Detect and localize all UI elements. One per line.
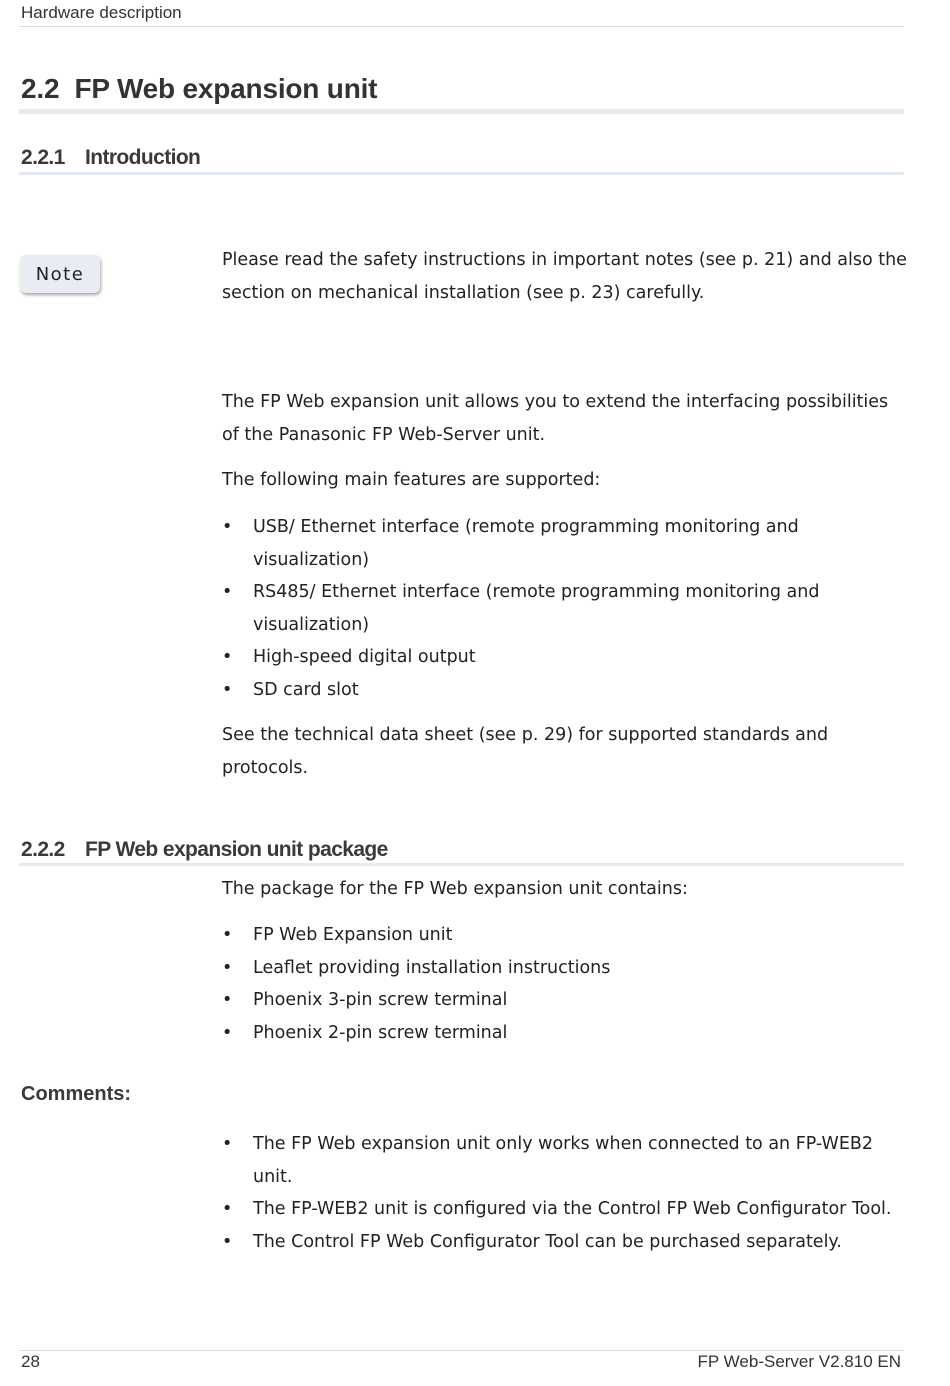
list-item [222, 576, 907, 641]
list-item [222, 1193, 907, 1226]
subsection-number: 2.2.1 [21, 146, 65, 169]
list-item [222, 511, 907, 576]
comments-label: Comments: [21, 1083, 132, 1105]
datasheet-paragraph: See the technical data sheet (see p. 29) for supported standards and protocols. [222, 725, 829, 778]
page-number: 28 [21, 1352, 40, 1371]
bullet-icon: • [222, 1022, 233, 1043]
list-item [222, 641, 907, 674]
list-item [222, 952, 907, 985]
subsection-heading-rule [19, 172, 904, 175]
features-lead: The following main features are supported: [222, 470, 601, 490]
note-text: Please read the safety instructions in important notes (see p. 21) and also the section on mechanical installation (see p. 23) carefully. [222, 250, 907, 303]
list-item-text: The Control FP Web Configurator Tool can be purchased separately. [253, 1231, 842, 1252]
subsection-heading-introduction [21, 146, 200, 170]
bullet-icon: • [222, 1134, 233, 1154]
subsection-number: 2.2.2 [21, 838, 65, 861]
list-item [222, 1128, 907, 1193]
subsection-heading-rule [19, 863, 904, 866]
comments-list [222, 1128, 907, 1258]
list-item-text: FP Web Expansion unit [253, 925, 453, 945]
list-item-text: The FP Web expansion unit only works when connected to an FP-WEB2 unit. [253, 1134, 874, 1187]
bullet-icon: • [222, 1231, 233, 1252]
bullet-icon: • [222, 990, 233, 1010]
list-item-text: USB/ Ethernet interface (remote programming monitoring and visualization) [253, 517, 799, 570]
header-divider [19, 26, 904, 27]
bullet-icon: • [222, 957, 233, 978]
list-item [222, 984, 907, 1017]
package-lead: The package for the FP Web expansion unit contains: [222, 879, 688, 899]
features-list [222, 511, 907, 706]
bullet-icon: • [222, 925, 233, 945]
list-item-text: RS485/ Ethernet interface (remote programming monitoring and visualization) [253, 582, 820, 635]
list-item-text: SD card slot [253, 679, 359, 700]
package-contents-list [222, 919, 907, 1049]
running-header: Hardware description [21, 3, 182, 22]
subsection-title: Introduction [85, 146, 201, 169]
list-item-text: Phoenix 2-pin screw terminal [253, 1022, 508, 1043]
subsection-title: FP Web expansion unit package [85, 838, 388, 861]
section-heading-rule [19, 109, 904, 114]
intro-paragraph: The FP Web expansion unit allows you to extend the interfacing possibilities of the Panasonic FP Web-Server unit. [222, 392, 889, 445]
footer-divider [19, 1350, 904, 1351]
list-item-text: Phoenix 3-pin screw terminal [253, 990, 508, 1010]
bullet-icon: • [222, 647, 233, 667]
note-badge [20, 255, 100, 293]
bullet-icon: • [222, 679, 233, 700]
list-item [222, 674, 907, 707]
list-item [222, 1226, 907, 1259]
bullet-icon: • [222, 582, 233, 602]
document-title: FP Web-Server V2.810 EN [697, 1352, 901, 1371]
list-item-text: Leaflet providing installation instructions [253, 957, 611, 978]
list-item-text: The FP-WEB2 unit is configured via the Control FP Web Configurator Tool. [253, 1199, 892, 1219]
list-item-text: High-speed digital output [253, 647, 476, 667]
section-title: FP Web expansion unit [74, 73, 378, 104]
note-label: Note [35, 263, 85, 285]
list-item [222, 1017, 907, 1050]
bullet-icon: • [222, 1199, 233, 1219]
section-number: 2.2 [21, 73, 60, 104]
subsection-heading-package [21, 838, 388, 862]
section-heading [21, 73, 377, 105]
bullet-icon: • [222, 517, 233, 537]
list-item [222, 919, 907, 952]
